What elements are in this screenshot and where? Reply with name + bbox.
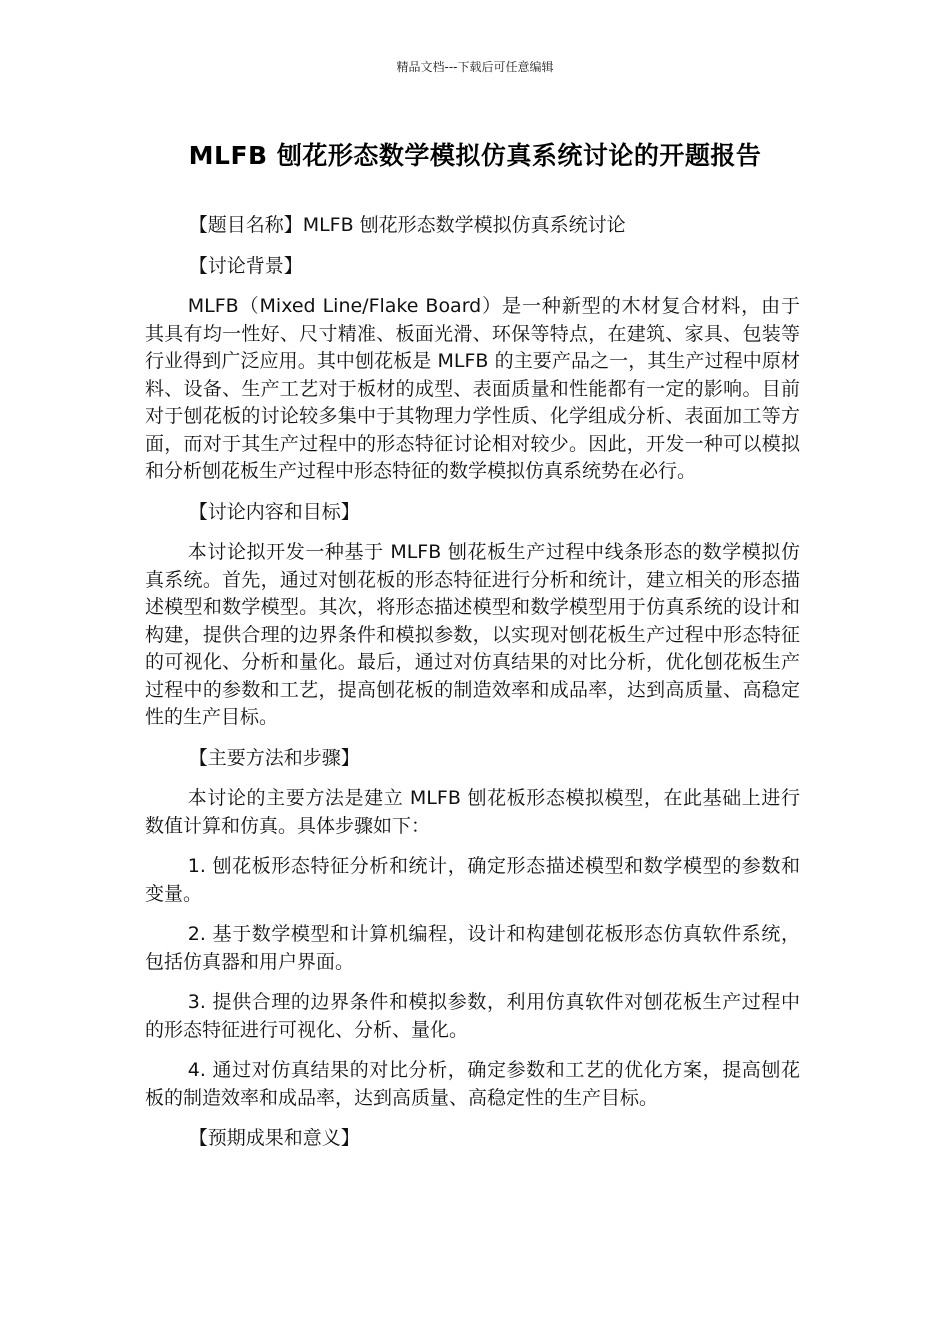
background-heading: 【讨论背景】 [188,254,303,277]
header-note: 精品文档---下载后可任意编辑 [396,60,554,74]
step-item-1: 1. 刨花板形态特征分析和统计，确定形态描述模型和数学模型的参数和变量。 [145,855,800,905]
topic-line: 【题目名称】MLFB 刨花形态数学模拟仿真系统讨论 [188,214,626,236]
step-item-3: 3. 提供合理的边界条件和模拟参数，利用仿真软件对刨花板生产过程中的形态特征进行可视化、分析、量化。 [145,991,800,1041]
methods-heading: 【主要方法和步骤】 [188,746,360,769]
background-paragraph: MLFB（Mixed Line/Flake Board）是一种新型的木材复合材料，由于其具有均一性好、尺寸精准、板面光滑、环保等特点，在建筑、家具、包装等行业得到广泛应用。其中刨花板是 MLFB 的主要产品之一，其生产过程中原材料、设备、生产工艺对于板材的成型、表面质量和性能都有一定的影响。目前对于刨花板的讨论较多集中于其物理力学性质、化学组成分析、表面加工等方面，而对于其生产过程中的形态特征讨论相对较少。因此，开发一种可以模拟和分析刨花板生产过程中形态特征的数学模拟仿真系统势在必行。 [145,295,800,482]
page-title: MLFB 刨花形态数学模拟仿真系统讨论的开题报告 [188,141,762,170]
step-item-2: 2. 基于数学模型和计算机编程，设计和构建刨花板形态仿真软件系统，包括仿真器和用户界面。 [145,923,800,973]
results-heading: 【预期成果和意义】 [188,1127,360,1149]
document-body [145,212,800,1166]
content-heading: 【讨论内容和目标】 [188,500,360,523]
methods-paragraph: 本讨论的主要方法是建立 MLFB 刨花板形态模拟模型，在此基础上进行数值计算和仿真。具体步骤如下： [145,787,800,837]
content-paragraph: 本讨论拟开发一种基于 MLFB 刨花板生产过程中线条形态的数学模拟仿真系统。首先，通过对刨花板的形态特征进行分析和统计，建立相关的形态描述模型和数学模型。其次，将形态描述模型和数学模型用于仿真系统的设计和构建，提供合理的边界条件和模拟参数，以实现对刨花板生产过程中形态特征的可视化、分析和量化。最后，通过对仿真结果的对比分析，优化刨花板生产过程中的参数和工艺，提高刨花板的制造效率和成品率，达到高质量、高稳定性的生产目标。 [145,541,800,728]
step-item-4: 4. 通过对仿真结果的对比分析，确定参数和工艺的优化方案，提高刨花板的制造效率和成品率，达到高质量、高稳定性的生产目标。 [145,1059,800,1109]
